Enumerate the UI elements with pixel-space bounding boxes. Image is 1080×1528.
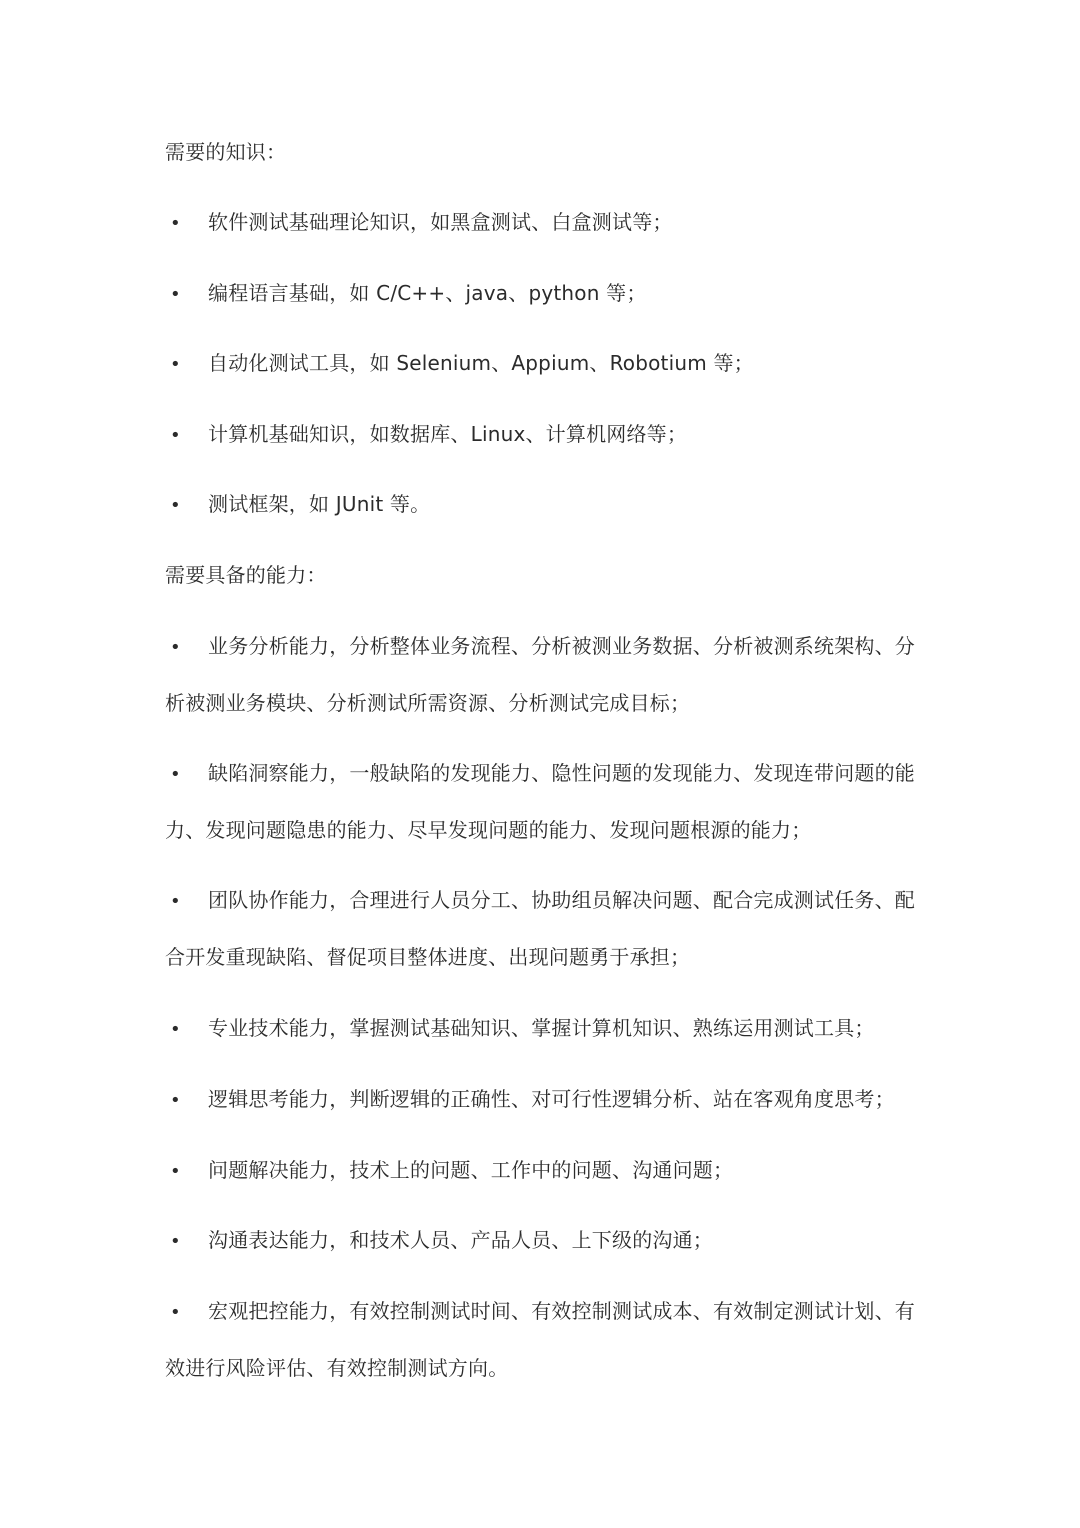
list-item-text-continued: 合开发重现缺陷、督促项目整体进度、出现问题勇于承担； — [165, 945, 691, 969]
list-item-text: 问题解决能力，技术上的问题、工作中的问题、沟通问题； — [208, 1158, 734, 1182]
list-item-text: 专业技术能力，掌握测试基础知识、掌握计算机知识、熟练运用测试工具； — [208, 1016, 875, 1040]
list-item — [165, 886, 915, 971]
bullet-icon: • — [170, 495, 181, 516]
list-item-text-continued: 效进行风险评估、有效控制测试方向。 — [165, 1356, 509, 1380]
list-item — [165, 1085, 910, 1113]
list-item-text: 测试框架，如 JUnit 等。 — [208, 492, 431, 516]
list-item — [165, 349, 910, 377]
list-item — [165, 420, 910, 448]
list-item-text: 业务分析能力，分析整体业务流程、分析被测业务数据、分析被测系统架构、分 — [208, 634, 915, 658]
list-item — [165, 632, 915, 717]
section-heading-knowledge: 需要的知识： — [165, 140, 287, 164]
bullet-icon: • — [170, 1090, 181, 1111]
list-item — [165, 1156, 910, 1184]
list-item-text: 沟通表达能力，和技术人员、产品人员、上下级的沟通； — [208, 1228, 713, 1252]
bullet-icon: • — [170, 213, 181, 234]
list-item-text: 宏观把控能力，有效控制测试时间、有效控制测试成本、有效制定测试计划、有 — [208, 1299, 915, 1323]
bullet-icon: • — [170, 425, 181, 446]
list-item-text-continued: 析被测业务模块、分析测试所需资源、分析测试完成目标； — [165, 691, 691, 715]
bullet-icon: • — [170, 284, 181, 305]
bullet-icon: • — [170, 1019, 181, 1040]
list-item — [165, 208, 910, 236]
list-item — [165, 279, 910, 307]
list-item-text: 逻辑思考能力，判断逻辑的正确性、对可行性逻辑分析、站在客观角度思考； — [208, 1087, 895, 1111]
list-item-text: 团队协作能力，合理进行人员分工、协助组员解决问题、配合完成测试任务、配 — [208, 888, 915, 912]
list-item-text: 软件测试基础理论知识，如黑盒测试、白盒测试等； — [208, 210, 673, 234]
list-item — [165, 1226, 910, 1254]
section-heading-abilities: 需要具备的能力： — [165, 563, 327, 587]
list-item — [165, 1014, 910, 1042]
list-item-text: 编程语言基础，如 C/C++、java、python 等； — [208, 281, 647, 305]
list-item — [165, 490, 910, 518]
bullet-icon: • — [170, 764, 181, 785]
bullet-icon: • — [170, 1231, 181, 1252]
bullet-icon: • — [170, 637, 181, 658]
list-item-text: 缺陷洞察能力，一般缺陷的发现能力、隐性问题的发现能力、发现连带问题的能 — [208, 761, 915, 785]
list-item-text: 自动化测试工具，如 Selenium、Appium、Robotium 等； — [208, 351, 754, 375]
bullet-icon: • — [170, 1302, 181, 1323]
bullet-icon: • — [170, 1161, 181, 1182]
bullet-icon: • — [170, 891, 181, 912]
bullet-icon: • — [170, 354, 181, 375]
list-item-text: 计算机基础知识，如数据库、Linux、计算机网络等； — [208, 422, 688, 446]
list-item — [165, 759, 915, 844]
list-item — [165, 1297, 915, 1382]
list-item-text-continued: 力、发现问题隐患的能力、尽早发现问题的能力、发现问题根源的能力； — [165, 818, 812, 842]
